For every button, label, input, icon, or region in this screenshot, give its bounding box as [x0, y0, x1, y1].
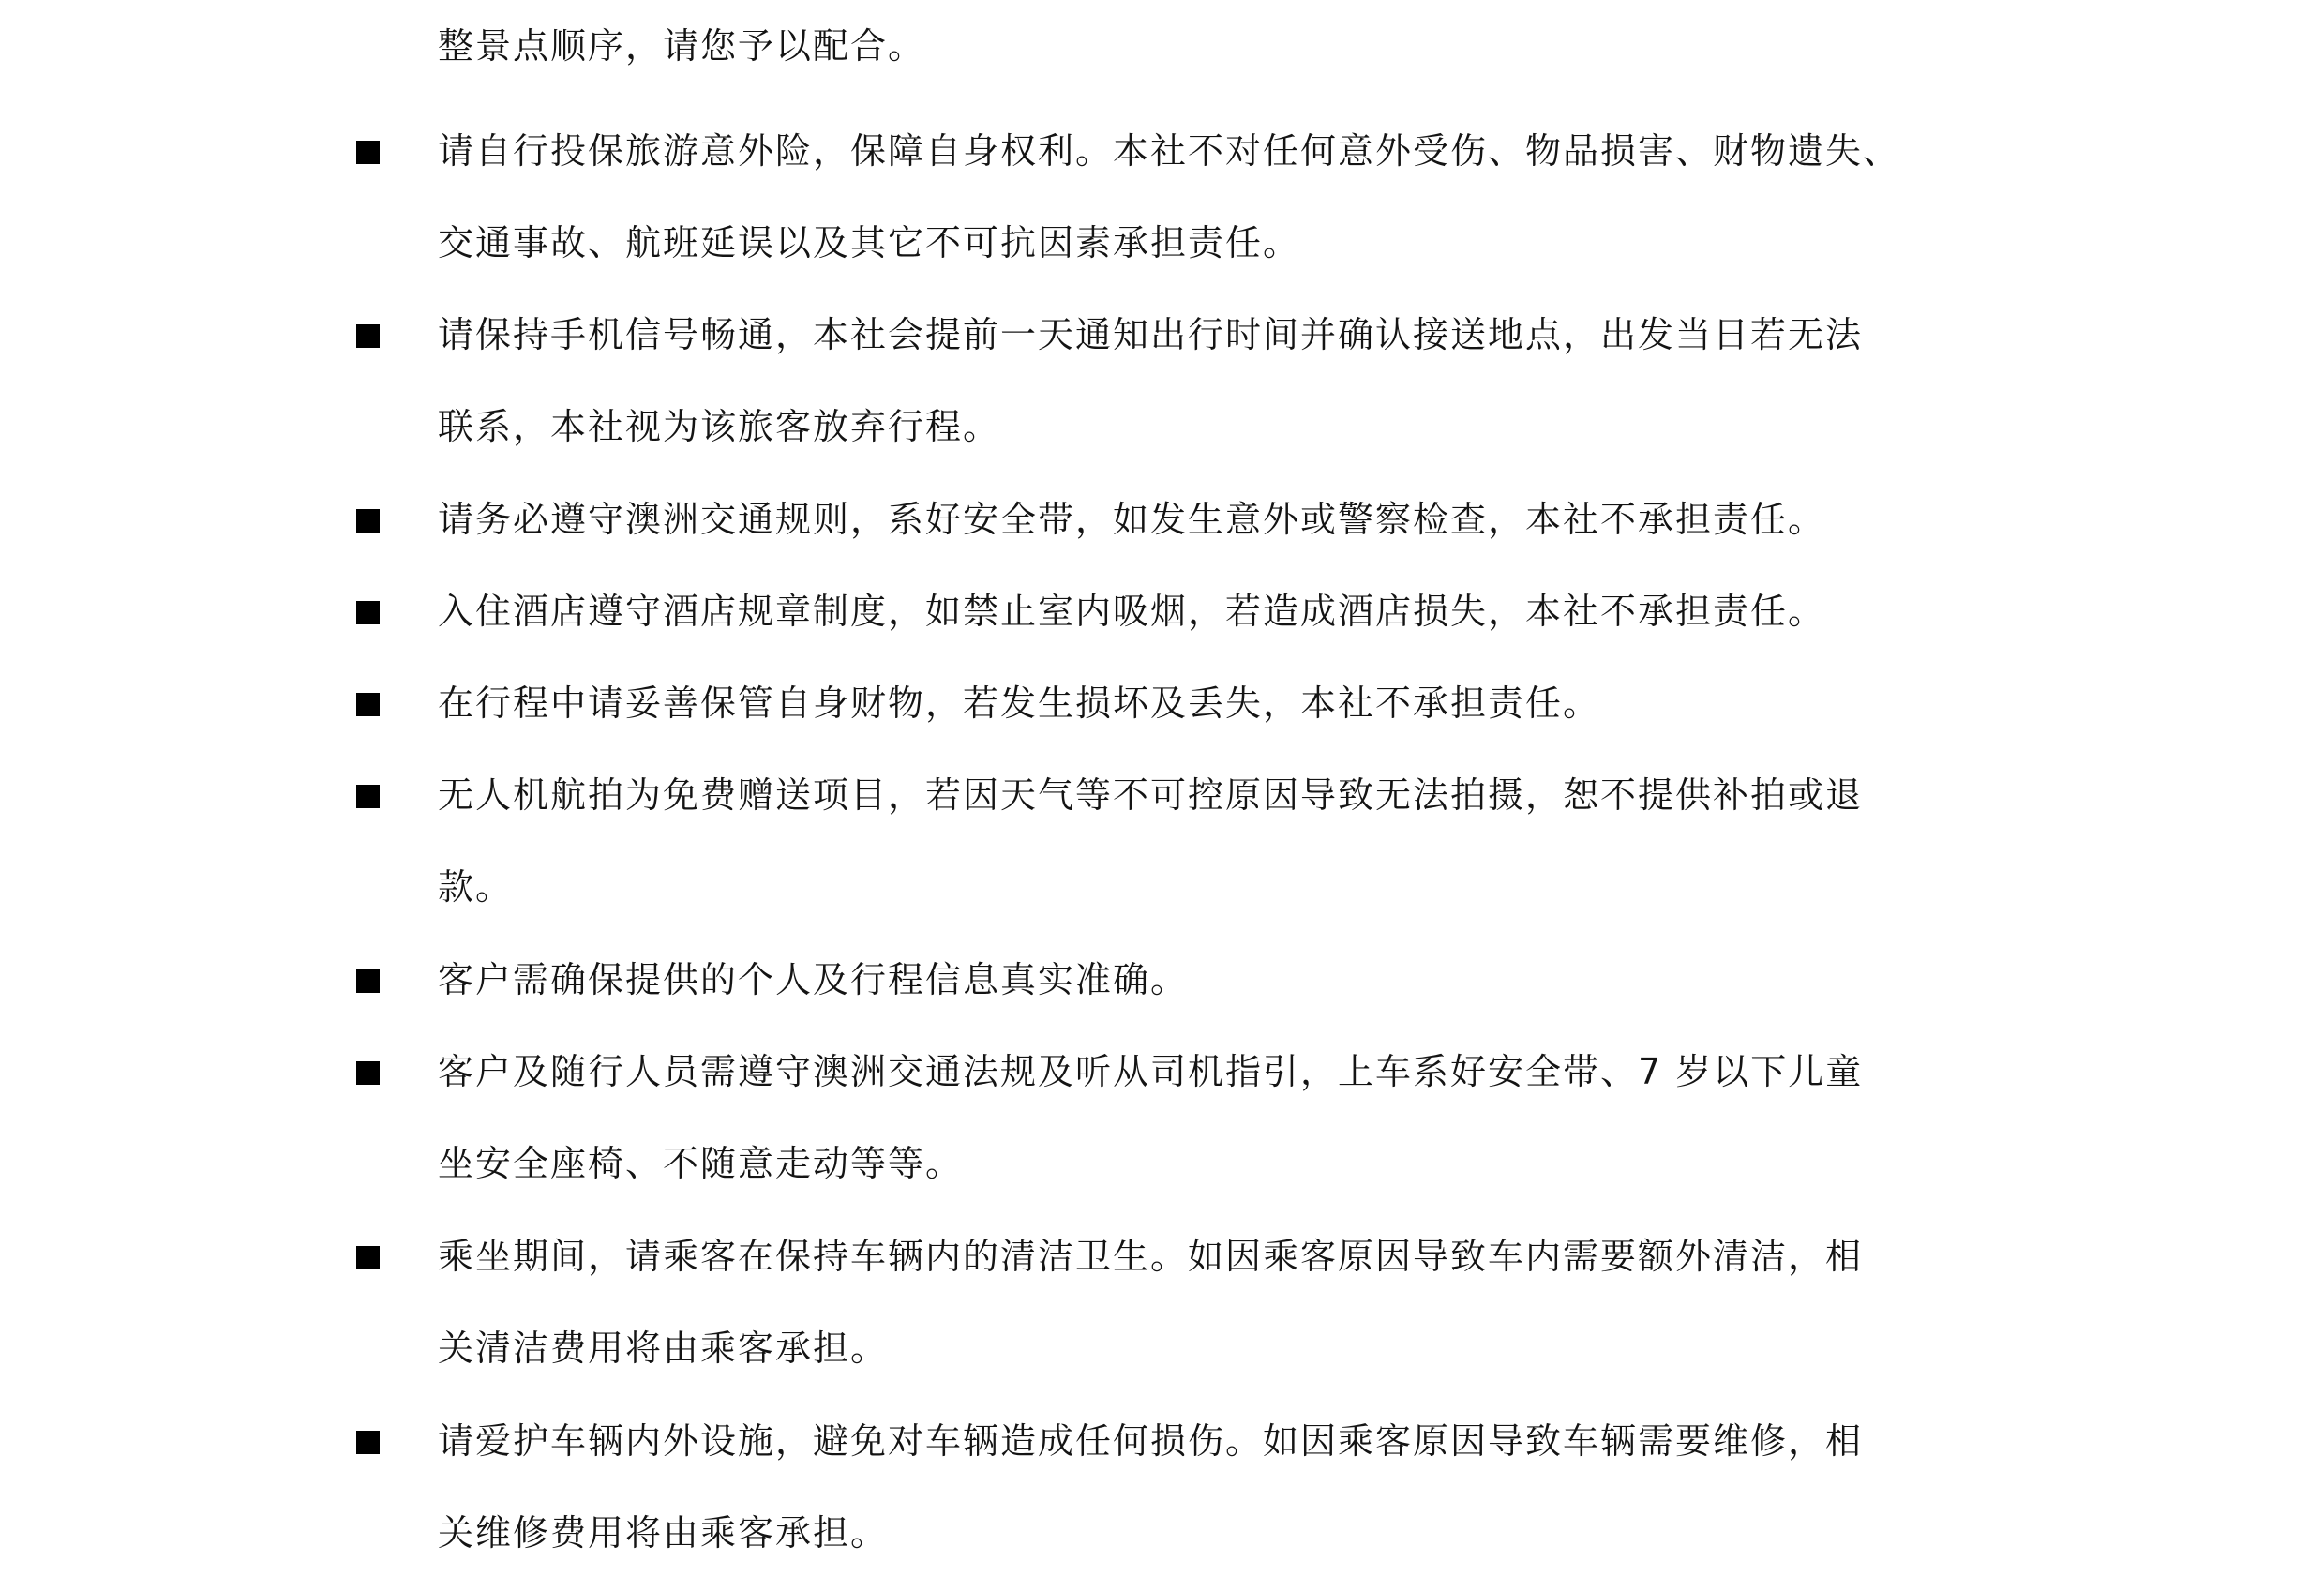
square-bullet-icon — [356, 1431, 380, 1454]
list-item-line: 请务必遵守澳洲交通规则，系好安全带，如发生意外或警察检查，本社不承担责任。 — [438, 499, 1826, 540]
square-bullet-icon — [356, 1246, 380, 1269]
list-item-line: 在行程中请妥善保管自身财物，若发生损坏及丢失，本社不承担责任。 — [438, 683, 1601, 724]
square-bullet-icon — [356, 1061, 380, 1085]
square-bullet-icon — [356, 693, 380, 716]
list-item-line: 交通事故、航班延误以及其它不可抗因素承担责任。 — [438, 222, 1301, 263]
continued-paragraph-line: 整景点顺序，请您予以配合。 — [438, 25, 926, 67]
square-bullet-icon — [356, 785, 380, 808]
square-bullet-icon — [356, 601, 380, 624]
square-bullet-icon — [356, 141, 380, 164]
list-item-line: 客户及随行人员需遵守澳洲交通法规及听从司机指引，上车系好安全带、7 岁以下儿童 — [438, 1051, 1864, 1092]
list-item-line: 关清洁费用将由乘客承担。 — [438, 1328, 889, 1369]
list-item-line: 关维修费用将由乘客承担。 — [438, 1512, 889, 1554]
list-item-line: 入住酒店遵守酒店规章制度，如禁止室内吸烟，若造成酒店损失，本社不承担责任。 — [438, 591, 1826, 632]
square-bullet-icon — [356, 509, 380, 533]
square-bullet-icon — [356, 969, 380, 993]
list-item-line: 联系，本社视为该旅客放弃行程。 — [438, 406, 1001, 447]
list-item-line: 无人机航拍为免费赠送项目，若因天气等不可控原因导致无法拍摄，恕不提供补拍或退 — [438, 774, 1864, 816]
list-item-line: 款。 — [438, 866, 514, 908]
list-item-line: 请保持手机信号畅通，本社会提前一天通知出行时间并确认接送地点，出发当日若无法 — [438, 314, 1864, 355]
list-item-line: 客户需确保提供的个人及行程信息真实准确。 — [438, 959, 1189, 1000]
list-item-line: 请自行投保旅游意外险，保障自身权利。本社不对任何意外受伤、物品损害、财物遗失、 — [438, 130, 1901, 172]
square-bullet-icon — [356, 324, 380, 348]
list-item-line: 乘坐期间，请乘客在保持车辆内的清洁卫生。如因乘客原因导致车内需要额外清洁，相 — [438, 1236, 1864, 1277]
list-item-line: 坐安全座椅、不随意走动等等。 — [438, 1143, 964, 1184]
list-item-line: 请爱护车辆内外设施，避免对车辆造成任何损伤。如因乘客原因导致车辆需要维修，相 — [438, 1420, 1864, 1462]
